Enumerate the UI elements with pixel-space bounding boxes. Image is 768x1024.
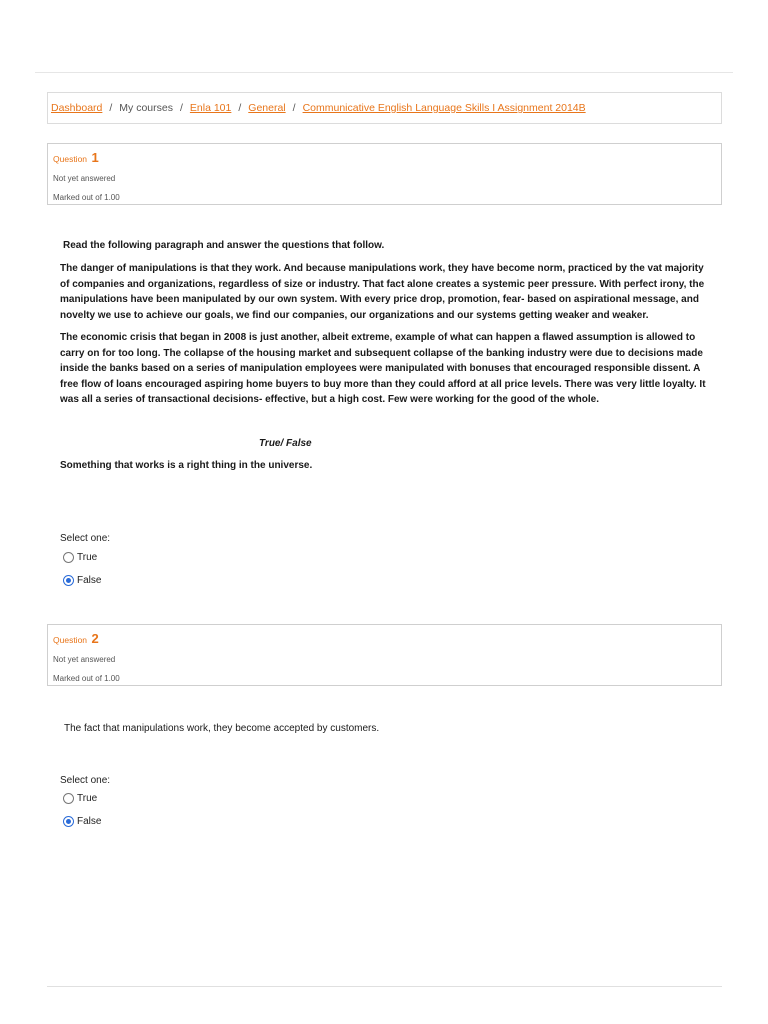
- question-1-paragraph-2: The economic crisis that began in 2008 is just another, albeit extreme, example of what can happen a flawed assumption is allowed to carry on for too long. The collapse of the housing market and subsequent collapse of the banking industry were due to decisions made inside the banks based on a series of manipulation employees were manipulated with bonuses that encouraged responsible dissent. A free flow of loans encouraged aspiring home buyers to buy more than they could afford at all price levels. There was very little loyalty. It was all a series of transactional decisions- effective, but a high cost. Few were working for the good of the whole.: [60, 332, 706, 406]
- question-2-option-true[interactable]: [63, 793, 97, 804]
- breadcrumb-my-courses: My courses: [119, 102, 173, 114]
- radio-button-selected[interactable]: [63, 575, 74, 586]
- question-2-heading: [53, 630, 721, 648]
- breadcrumb-course-link[interactable]: Enla 101: [189, 102, 232, 114]
- question-number: 1: [91, 150, 99, 165]
- question-2-option-false[interactable]: [63, 816, 101, 827]
- question-1-true-false-heading: True/ False: [259, 438, 312, 449]
- question-2-select-label: Select one:: [60, 775, 111, 786]
- radio-button[interactable]: [63, 552, 74, 563]
- radio-button[interactable]: [63, 793, 74, 804]
- question-1-info: [47, 143, 722, 205]
- option-label: False: [77, 575, 102, 586]
- breadcrumb-separator: /: [179, 102, 183, 114]
- top-divider: [35, 72, 733, 73]
- breadcrumb-separator: /: [109, 102, 113, 114]
- question-1-statement: Something that works is a right thing in the universe.: [60, 460, 313, 471]
- breadcrumb-assignment-link[interactable]: Communicative English Language Skills I Assignment 2014B: [302, 102, 586, 114]
- breadcrumb: [47, 92, 722, 124]
- question-1-option-true[interactable]: [63, 552, 97, 563]
- question-status: Not yet answered: [53, 174, 116, 183]
- question-2-info: [47, 624, 722, 686]
- bottom-divider: [47, 986, 722, 987]
- breadcrumb-dashboard-link[interactable]: Dashboard: [51, 102, 103, 114]
- question-2-statement: The fact that manipulations work, they become accepted by customers.: [64, 723, 380, 734]
- question-1-option-false[interactable]: [63, 575, 101, 586]
- question-label: Question: [53, 154, 88, 164]
- option-label: True: [77, 793, 98, 804]
- radio-button-selected[interactable]: [63, 816, 74, 827]
- question-marks: Marked out of 1.00: [53, 674, 120, 683]
- breadcrumb-separator: /: [292, 102, 296, 114]
- question-1-heading: [53, 149, 721, 167]
- question-marks: Marked out of 1.00: [53, 193, 120, 202]
- option-label: False: [77, 816, 102, 827]
- question-label: Question: [53, 635, 88, 645]
- question-1-paragraph-1: The danger of manipulations is that they work. And because manipulations work, they have become norm, practiced by the vat majority of companies and organizations, regardless of size or industry. That fact alone creates a systemic peer pressure. With perfect irony, the manipulations have been manipulated by our own system. With every price drop, promotion, fear- based on aspirational message, and novelty we use to achieve our goals, we find our companies, our organizations and our systems getting weaker and weaker.: [60, 263, 705, 321]
- question-1-intro: Read the following paragraph and answer the questions that follow.: [63, 240, 385, 251]
- question-1-select-label: Select one:: [60, 533, 111, 544]
- question-number: 2: [91, 631, 99, 646]
- breadcrumb-separator: /: [238, 102, 242, 114]
- option-label: True: [77, 552, 98, 563]
- breadcrumb-section-link[interactable]: General: [248, 102, 286, 114]
- question-status: Not yet answered: [53, 655, 116, 664]
